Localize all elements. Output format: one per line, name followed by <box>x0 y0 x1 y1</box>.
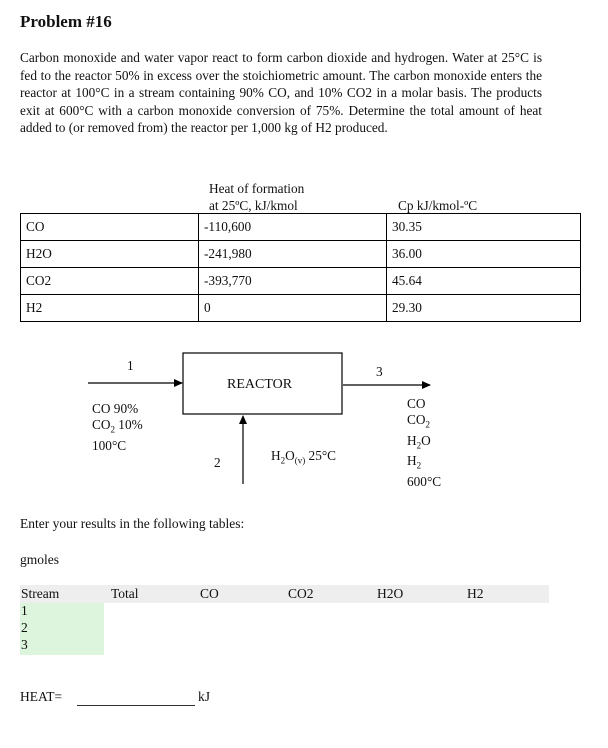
header-co: CO <box>200 586 219 601</box>
stream-2-number: 2 <box>214 455 221 470</box>
heat-unit: kJ <box>198 689 211 704</box>
units-label: gmoles <box>20 552 59 567</box>
stream-1-temp: 100°C <box>92 437 127 453</box>
problem-title: Problem #16 <box>20 12 112 31</box>
properties-table <box>20 213 581 322</box>
cp-cell: 36.00 <box>387 241 581 268</box>
table-row <box>21 241 581 268</box>
table-row <box>21 268 581 295</box>
table-row <box>21 214 581 241</box>
cp-cell: 29.30 <box>387 295 581 322</box>
heat-answer-blank[interactable] <box>77 705 195 706</box>
header-co2: CO2 <box>288 586 314 601</box>
stream-1-co: CO 90% <box>92 401 139 416</box>
stream-3-composition <box>407 396 441 490</box>
hf-cell: -241,980 <box>199 241 387 268</box>
instruction-text: Enter your results in the following tables: <box>20 516 245 531</box>
stream-2-label: $H_2O_{(v)}$ 25°C <box>271 448 337 466</box>
results-stream-column <box>20 603 104 655</box>
species-cell: H2O <box>21 241 199 268</box>
stream-1-number: 1 <box>127 358 134 373</box>
stream-1-co2: $CO_2$ 10% <box>92 417 143 435</box>
stream-3-number: 3 <box>376 364 383 379</box>
reactor-label: REACTOR <box>227 377 293 392</box>
out-h2o: $H_2O$ <box>407 432 431 451</box>
out-temp: 600°C <box>407 473 442 489</box>
header-h2: H2 <box>467 586 484 601</box>
hf-cell: -110,600 <box>199 214 387 241</box>
cp-cell: 30.35 <box>387 214 581 241</box>
stream-row-label: 1 <box>21 603 28 618</box>
stream-row-label: 3 <box>21 637 28 652</box>
species-cell: CO <box>21 214 199 241</box>
hf-header-line1: Heat of formation <box>209 181 305 196</box>
header-total: Total <box>111 586 139 601</box>
hf-cell: 0 <box>199 295 387 322</box>
heat-label: HEAT= <box>20 689 63 704</box>
hf-header-line2: at 25ºC, kJ/kmol <box>209 198 298 213</box>
hf-header <box>209 180 304 214</box>
problem-statement: Carbon monoxide and water vapor react to form carbon dioxide and hydrogen. Water at 25°C is fed to the reactor 50% in excess over the stoichiometric amount. The carbon monoxide enters the reactor at 100°C in a stream containing 90% CO, and 10% CO2 in a molar basis. The products exit at 600°C with a carbon monoxide conversion of 75%. Determine the total amount of heat added to (or removed from) the reactor per 1,000 kg of H2 produced. <box>20 50 542 136</box>
stream-row-label: 2 <box>21 620 28 635</box>
header-stream: Stream <box>21 586 60 601</box>
out-co: CO <box>407 396 426 411</box>
hf-cell: -393,770 <box>199 268 387 295</box>
species-cell: H2 <box>21 295 199 322</box>
out-co2: $CO_2$ <box>407 412 430 430</box>
stream-1-composition <box>92 401 143 454</box>
table-row <box>21 295 581 322</box>
cp-header: Cp kJ/kmol-ºC <box>398 198 478 213</box>
species-cell: CO2 <box>21 268 199 295</box>
out-h2: $H_2$ <box>407 453 422 471</box>
header-h2o: H2O <box>377 586 404 601</box>
cp-cell: 45.64 <box>387 268 581 295</box>
